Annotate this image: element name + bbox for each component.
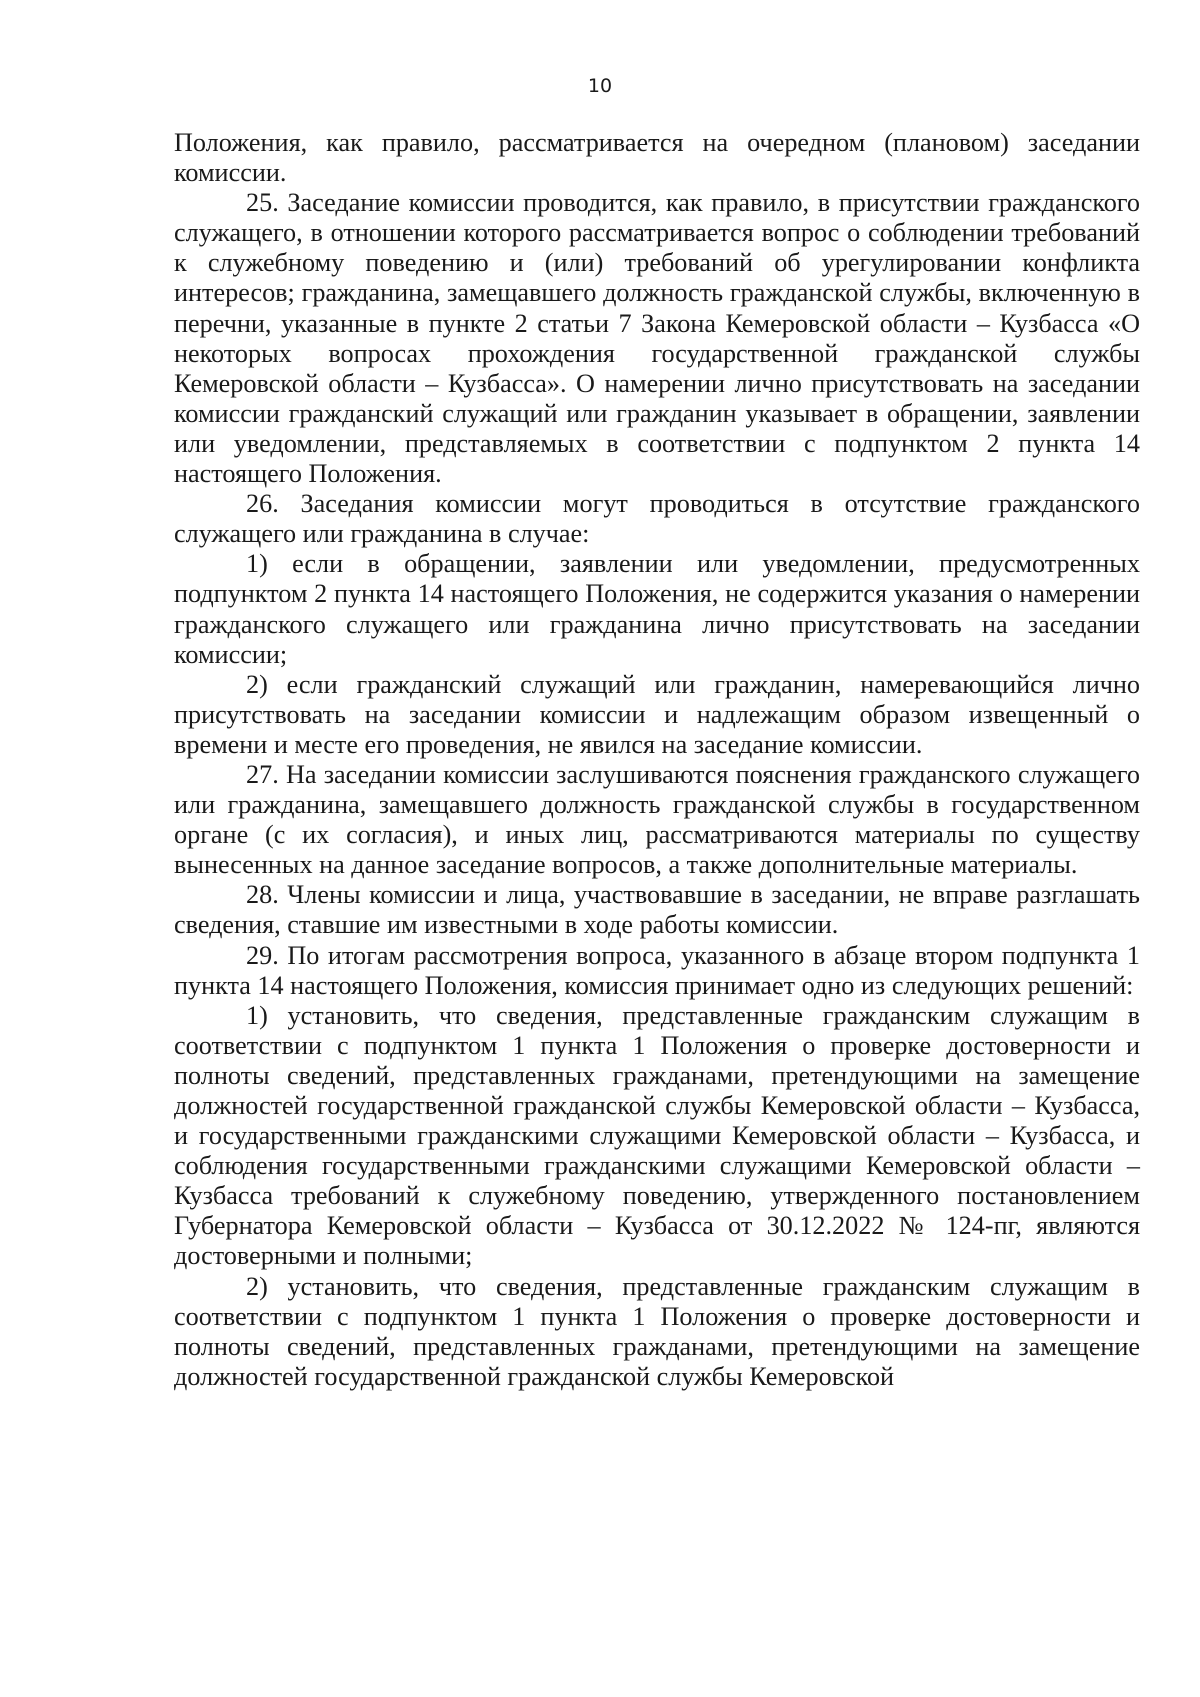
paragraph-item-25: 25. Заседание комиссии проводится, как правило, в присутствии гражданского служащего, в отношении которого рассматривается вопрос о соблюдении требований к служебному поведению и (или) требований об урегулировании конфликта интересов; гражданина, замещавшего должность гражданской службы, включенную в перечни, указанные в пункте 2 статьи 7 Закона Кемеровской области – Кузбасса «О некоторых вопросах прохождения государственной гражданской службы Кемеровской области – Кузбасса». О намерении лично присутствовать на заседании комиссии гражданский служащий или гражданин указывает в обращении, заявлении или уведомлении, представляемых в соответствии с подпунктом 2 пункта 14 настоящего Положения. [174,188,1140,489]
paragraph-item-29: 29. По итогам рассмотрения вопроса, указанного в абзаце втором подпункта 1 пункта 14 настоящего Положения, комиссия принимает одно из следующих решений: [174,940,1140,1000]
paragraph-continuation: Положения, как правило, рассматривается на очередном (плановом) заседании комиссии. [174,128,1140,188]
paragraph-item-27: 27. На заседании комиссии заслушиваются пояснения гражданского служащего или гражданина, замещавшего должность гражданской службы в государственном органе (с их согласия), и иных лиц, рассматриваются материалы по существу вынесенных на данное заседание вопросов, а также дополнительные материалы. [174,759,1140,880]
paragraph-item-29-1: 1) установить, что сведения, представленные гражданским служащим в соответствии с подпунктом 1 пункта 1 Положения о проверке достоверности и полноты сведений, представленных гражданами, претендующими на замещение должностей государственной гражданской службы Кемеровской области – Кузбасса, и государственными гражданскими служащими Кемеровской области – Кузбасса, и соблюдения государственными гражданскими служащими Кемеровской области – Кузбасса требований к служебному поведению, утвержденного постановлением Губернатора Кемеровской области – Кузбасса от 30.12.2022 № 124-пг, являются достоверными и полными; [174,1000,1140,1271]
paragraph-item-29-2: 2) установить, что сведения, представленные гражданским служащим в соответствии с подпунктом 1 пункта 1 Положения о проверке достоверности и полноты сведений, представленных гражданами, претендующими на замещение должностей государственной гражданской службы Кемеровской [174,1271,1140,1391]
paragraph-item-26: 26. Заседания комиссии могут проводиться в отсутствие гражданского служащего или гражданина в случае: [174,489,1140,549]
page-number: 10 [587,75,613,97]
paragraph-item-26-1: 1) если в обращении, заявлении или уведомлении, предусмотренных подпунктом 2 пункта 14 настоящего Положения, не содержится указания о намерении гражданского служащего или гражданина лично присутствовать на заседании комиссии; [174,549,1140,669]
document-body [174,128,1140,1392]
paragraph-item-26-2: 2) если гражданский служащий или гражданин, намеревающийся лично присутствовать на заседании комиссии и надлежащим образом извещенный о времени и месте его проведения, не явился на заседание комиссии. [174,669,1140,759]
paragraph-item-28: 28. Члены комиссии и лица, участвовавшие в заседании, не вправе разглашать сведения, ставшие им известными в ходе работы комиссии. [174,880,1140,940]
